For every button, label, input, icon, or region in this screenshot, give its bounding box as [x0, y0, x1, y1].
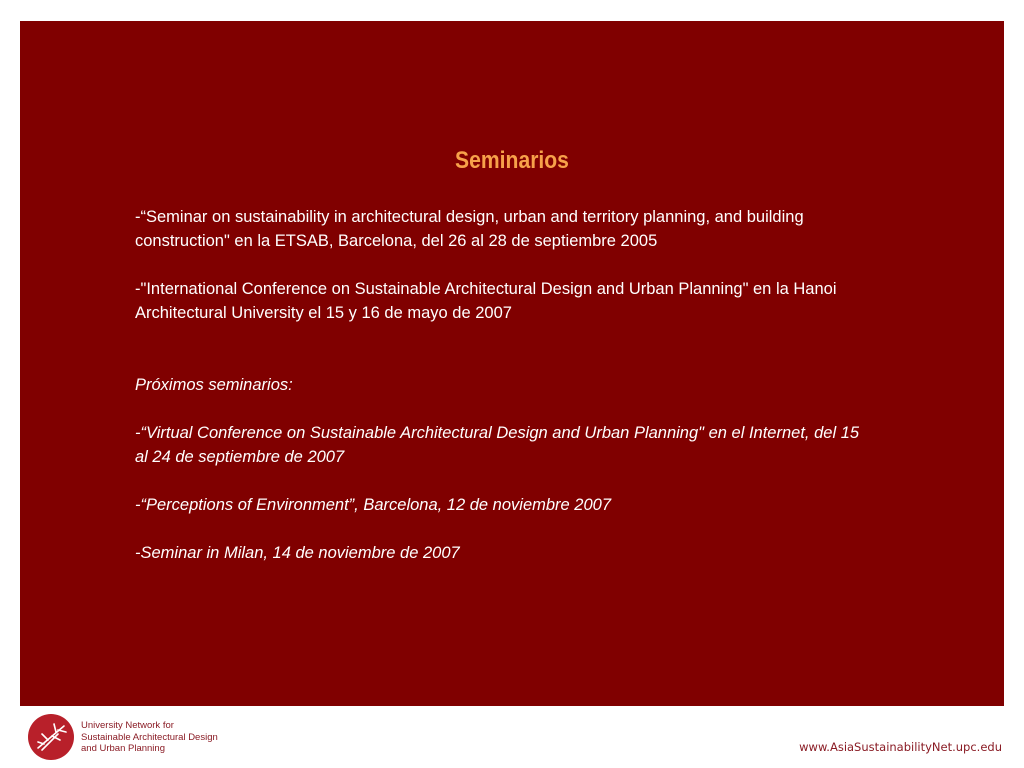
website-url: www.AsiaSustainabilityNet.upc.edu: [799, 740, 1002, 754]
slide-panel: [20, 21, 1004, 706]
seminar-item: -"International Conference on Sustainable Architectural Design and Urban Planning" en la Hanoi Architectural University el 15 y 16 de mayo de 2007: [135, 280, 837, 322]
org-line: Sustainable Architectural Design: [81, 731, 218, 743]
upcoming-item: -“Virtual Conference on Sustainable Architectural Design and Urban Planning" en el Internet, del 15 al 24 de septiembre de 2007: [135, 424, 860, 466]
upcoming-heading: Próximos seminarios:: [135, 376, 293, 394]
org-line: University Network for: [81, 720, 174, 731]
bamboo-logo-icon: [28, 714, 74, 760]
upcoming-item: -Seminar in Milan, 14 de noviembre de 2007: [135, 544, 460, 562]
slide-content: [135, 205, 865, 565]
upcoming-item: -“Perceptions of Environment”, Barcelona, 12 de noviembre 2007: [135, 496, 612, 514]
seminar-item: -“Seminar on sustainability in architectural design, urban and territory planning, and building construction" en la ETSAB, Barcelona, del 26 al 28 de septiembre 2005: [135, 208, 804, 250]
org-line: and Urban Planning: [81, 743, 165, 754]
organization-name: [81, 720, 218, 755]
slide-title: Seminarios: [455, 147, 569, 174]
